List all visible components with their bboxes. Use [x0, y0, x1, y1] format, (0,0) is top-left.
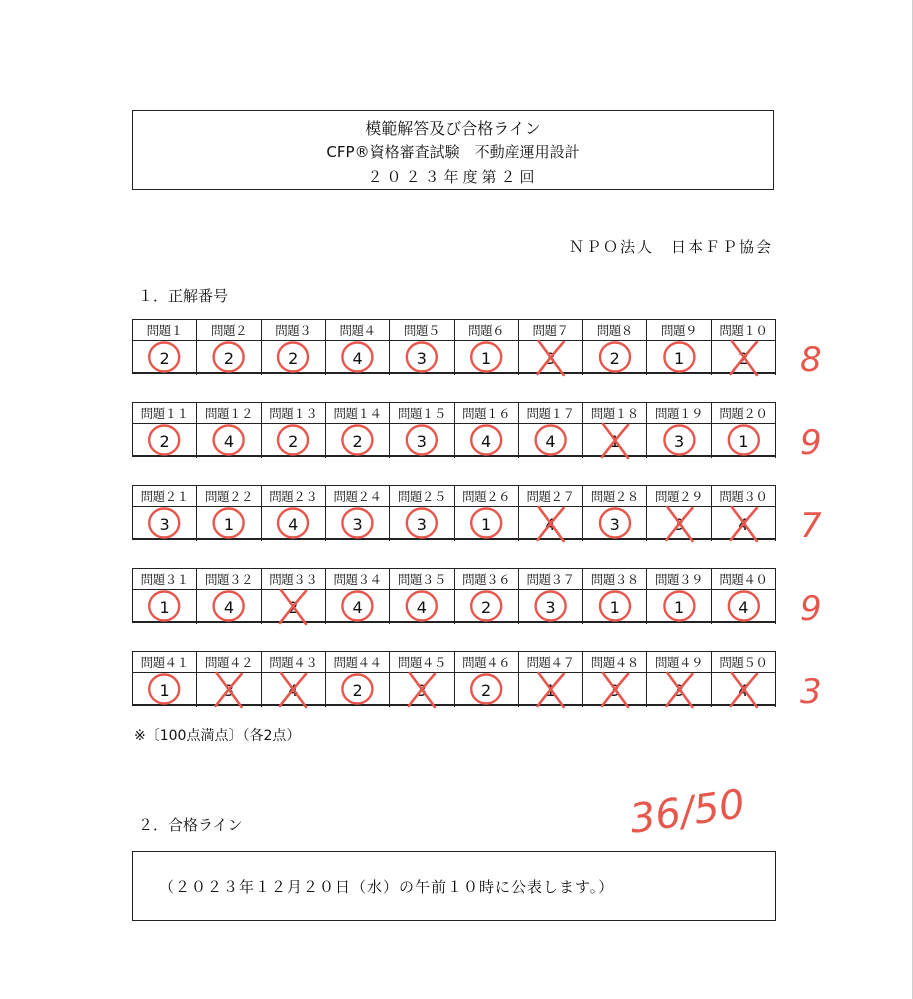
- answer-cell: 4: [519, 424, 583, 458]
- row-score: 9: [800, 423, 822, 463]
- row-score: 8: [800, 340, 822, 380]
- question-label: 問題２８: [583, 486, 647, 507]
- question-label: 問題３０: [712, 486, 776, 507]
- question-label: 問題４０: [712, 569, 776, 590]
- question-label: 問題１６: [455, 403, 519, 424]
- question-label: 問題１８: [583, 403, 647, 424]
- question-label: 問題３９: [647, 569, 711, 590]
- answer-cell: 2: [712, 341, 776, 375]
- answer-grid-row-5: [132, 651, 776, 706]
- answer-cell: 4: [712, 590, 776, 624]
- question-label: 問題２２: [197, 486, 261, 507]
- question-label: 問題３４: [326, 569, 390, 590]
- answer-cell: 3: [133, 507, 197, 541]
- question-label: 問題３８: [583, 569, 647, 590]
- question-label: 問題１: [133, 320, 197, 341]
- question-label: 問題３: [262, 320, 326, 341]
- question-label: 問題２０: [712, 403, 776, 424]
- answer-cell: 3: [519, 341, 583, 375]
- answer-cell: 1: [519, 673, 583, 707]
- exam-name: CFP®資格審査試験 不動産運用設計: [326, 143, 580, 161]
- question-label: 問題１３: [262, 403, 326, 424]
- question-label: 問題４８: [583, 652, 647, 673]
- question-label: 問題４: [326, 320, 390, 341]
- section-answers-heading: １．正解番号: [138, 287, 229, 305]
- answer-cell: 2: [133, 341, 197, 375]
- question-label: 問題２６: [455, 486, 519, 507]
- total-score: 36/50: [627, 781, 748, 843]
- question-label: 問題４４: [326, 652, 390, 673]
- question-label: 問題４３: [262, 652, 326, 673]
- question-label: 問題２: [197, 320, 261, 341]
- question-label: 問題２１: [133, 486, 197, 507]
- answer-cell: 4: [455, 424, 519, 458]
- question-label: 問題１４: [326, 403, 390, 424]
- question-label: 問題３６: [455, 569, 519, 590]
- answer-cell: 2: [455, 590, 519, 624]
- answer-cell: 3: [647, 424, 711, 458]
- document-title: 模範解答及び合格ライン: [365, 119, 541, 138]
- row-score: 7: [800, 506, 822, 546]
- question-label: 問題３３: [262, 569, 326, 590]
- answer-cell: 2: [326, 673, 390, 707]
- answer-cell: 1: [647, 590, 711, 624]
- row-score: 3: [800, 672, 822, 712]
- answer-cell: 4: [712, 507, 776, 541]
- question-label: 問題４７: [519, 652, 583, 673]
- question-label: 問題２５: [390, 486, 454, 507]
- answer-cell: 4: [326, 590, 390, 624]
- question-label: 問題４２: [197, 652, 261, 673]
- answer-cell: 1: [712, 424, 776, 458]
- answer-cell: 1: [133, 590, 197, 624]
- question-label: 問題１５: [390, 403, 454, 424]
- answer-grid-row-3: [132, 485, 776, 540]
- question-label: 問題４５: [390, 652, 454, 673]
- answer-cell: 4: [262, 673, 326, 707]
- answer-cell: 2: [583, 341, 647, 375]
- question-label: 問題５: [390, 320, 454, 341]
- question-label: 問題８: [583, 320, 647, 341]
- title-box: [132, 110, 774, 190]
- answer-grid-row-4: [132, 568, 776, 623]
- pass-line-announcement: （２０２３年１２月２０日（水）の午前１０時に公表します。）: [159, 878, 615, 896]
- answer-cell: 4: [262, 507, 326, 541]
- answer-cell: 1: [647, 341, 711, 375]
- answer-cell: 3: [390, 424, 454, 458]
- question-label: 問題３５: [390, 569, 454, 590]
- question-label: 問題４６: [455, 652, 519, 673]
- question-label: 問題７: [519, 320, 583, 341]
- question-label: 問題２３: [262, 486, 326, 507]
- answer-cell: 2: [326, 424, 390, 458]
- answer-cell: 3: [390, 673, 454, 707]
- question-label: 問題５０: [712, 652, 776, 673]
- answer-grid-row-1: [132, 319, 776, 374]
- answer-cell: 3: [390, 341, 454, 375]
- answer-cell: 3: [583, 673, 647, 707]
- answer-cell: 2: [197, 341, 261, 375]
- question-label: 問題４１: [133, 652, 197, 673]
- row-score: 9: [800, 589, 822, 629]
- answer-cell: 1: [197, 507, 261, 541]
- question-label: 問題３２: [197, 569, 261, 590]
- answer-cell: 2: [262, 341, 326, 375]
- question-label: 問題３１: [133, 569, 197, 590]
- question-label: 問題３７: [519, 569, 583, 590]
- answer-cell: 3: [326, 507, 390, 541]
- answer-cell: 3: [390, 507, 454, 541]
- answer-cell: 4: [519, 507, 583, 541]
- answer-cell: 2: [262, 424, 326, 458]
- answer-cell: 2: [455, 673, 519, 707]
- answer-cell: 4: [197, 424, 261, 458]
- question-label: 問題２７: [519, 486, 583, 507]
- question-label: 問題６: [455, 320, 519, 341]
- answer-cell: 3: [647, 507, 711, 541]
- question-label: 問題１１: [133, 403, 197, 424]
- answer-cell: 3: [519, 590, 583, 624]
- question-label: 問題１０: [712, 320, 776, 341]
- exam-session: ２０２３年度第２回: [367, 168, 539, 186]
- answer-cell: 4: [390, 590, 454, 624]
- question-label: 問題４９: [647, 652, 711, 673]
- scoring-note: ※〔100点満点〕（各2点）: [134, 728, 301, 744]
- answer-cell: 2: [133, 424, 197, 458]
- answer-cell: 2: [262, 590, 326, 624]
- question-label: 問題２４: [326, 486, 390, 507]
- pass-line-box: [132, 851, 776, 921]
- section-pass-line-heading: ２．合格ライン: [138, 816, 243, 834]
- answer-cell: 4: [326, 341, 390, 375]
- answer-cell: 3: [647, 673, 711, 707]
- answer-cell: 1: [583, 590, 647, 624]
- answer-cell: 3: [583, 507, 647, 541]
- answer-cell: 1: [455, 507, 519, 541]
- issuer: ＮＰＯ法人 日本ＦＰ協会: [568, 238, 773, 256]
- answer-grid-row-2: [132, 402, 776, 457]
- question-label: 問題２９: [647, 486, 711, 507]
- answer-cell: 3: [197, 673, 261, 707]
- answer-cell: 1: [133, 673, 197, 707]
- answer-cell: 4: [197, 590, 261, 624]
- question-label: 問題９: [647, 320, 711, 341]
- question-label: 問題１７: [519, 403, 583, 424]
- answer-cell: 1: [583, 424, 647, 458]
- question-label: 問題１２: [197, 403, 261, 424]
- answer-cell: 1: [455, 341, 519, 375]
- question-label: 問題１９: [647, 403, 711, 424]
- answer-cell: 4: [712, 673, 776, 707]
